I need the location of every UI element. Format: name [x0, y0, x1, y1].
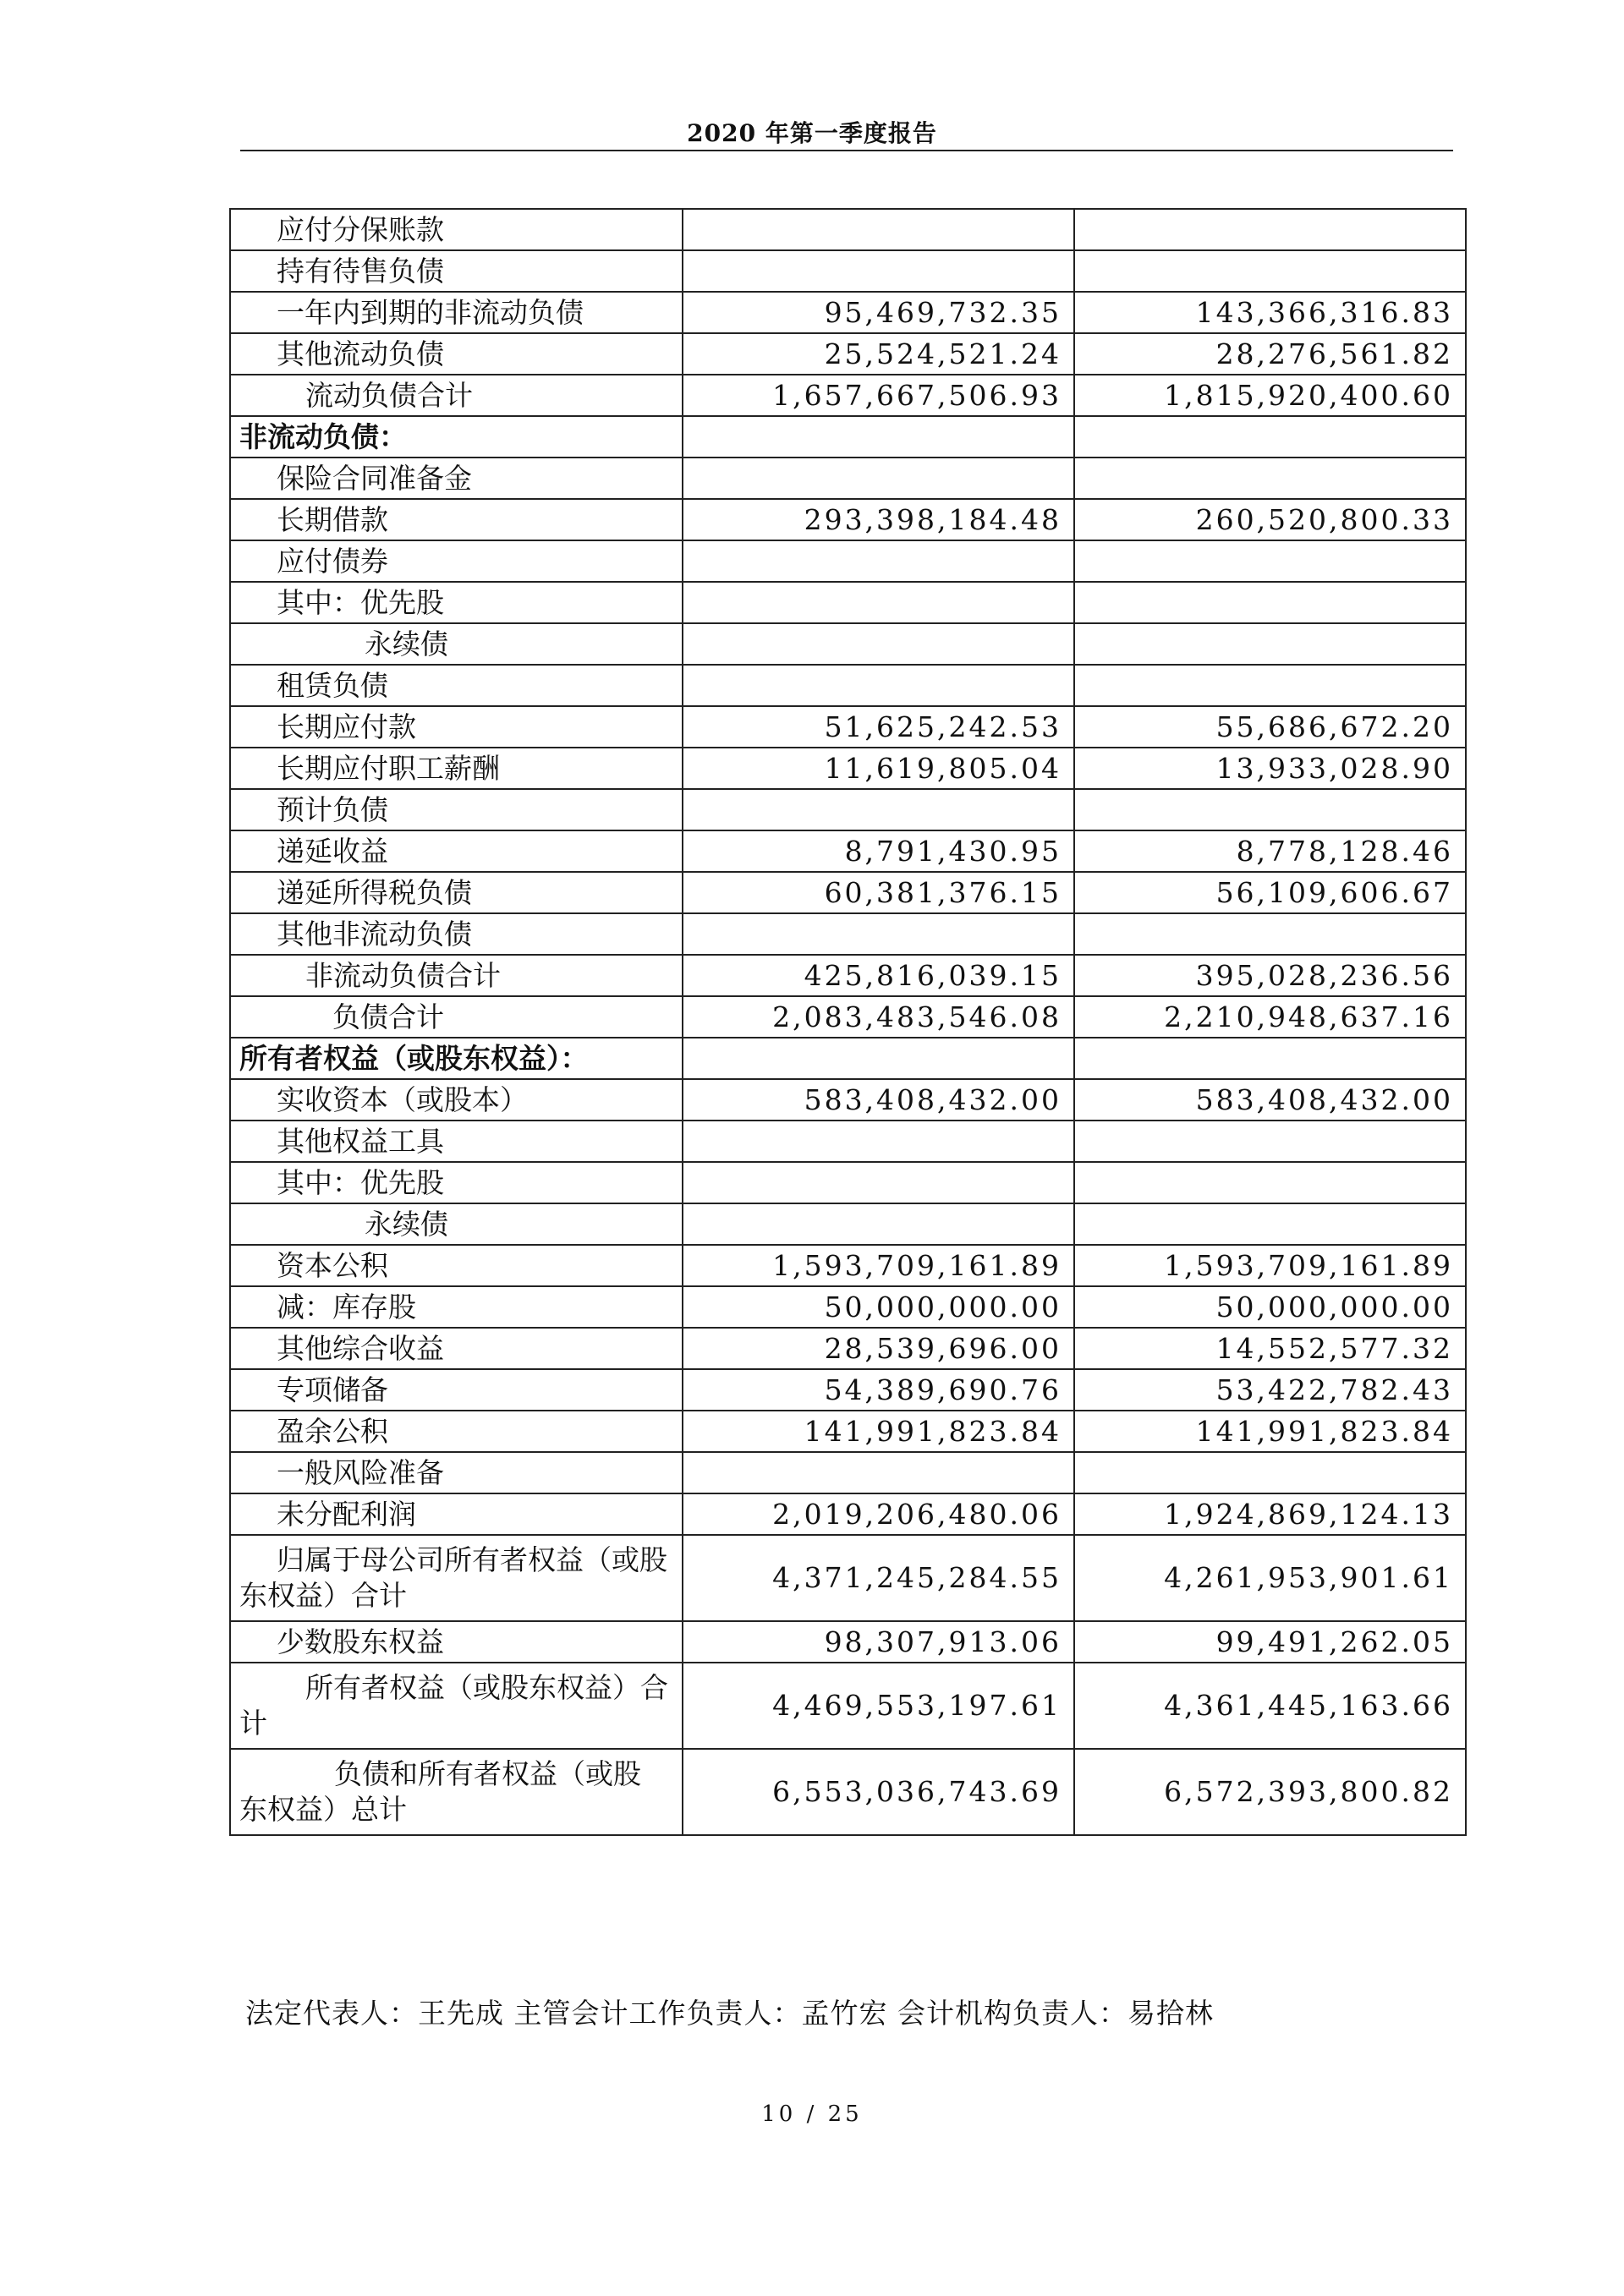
- prior-value: [1074, 209, 1466, 250]
- row-label: 一年内到期的非流动负债: [230, 292, 683, 333]
- prior-value: [1074, 913, 1466, 955]
- table-row: [230, 1203, 1466, 1245]
- prior-value: [1074, 665, 1466, 706]
- row-label: 应付债券: [230, 540, 683, 582]
- row-label: 预计负债: [230, 789, 683, 830]
- table-row: [230, 706, 1466, 748]
- prior-value: 260,520,800.33: [1074, 499, 1466, 540]
- row-label: 租赁负债: [230, 665, 683, 706]
- prior-value: 6,572,393,800.82: [1074, 1749, 1466, 1835]
- current-value: 4,371,245,284.55: [683, 1535, 1074, 1621]
- prior-value: 141,991,823.84: [1074, 1411, 1466, 1452]
- row-label: 应付分保账款: [230, 209, 683, 250]
- row-label: 所有者权益（或股东权益）：: [230, 1038, 683, 1079]
- table-row: [230, 1121, 1466, 1162]
- prior-value: 99,491,262.05: [1074, 1621, 1466, 1663]
- row-label: 负债和所有者权益（或股东权益）总计: [230, 1749, 683, 1835]
- table-row: [230, 333, 1466, 375]
- prior-value: 1,924,869,124.13: [1074, 1493, 1466, 1535]
- current-value: [683, 789, 1074, 830]
- table-row: [230, 540, 1466, 582]
- prior-value: [1074, 416, 1466, 458]
- prior-value: 4,261,953,901.61: [1074, 1535, 1466, 1621]
- current-value: 25,524,521.24: [683, 333, 1074, 375]
- row-label: 资本公积: [230, 1245, 683, 1286]
- current-value: [683, 1162, 1074, 1203]
- current-value: [683, 913, 1074, 955]
- prior-value: [1074, 582, 1466, 623]
- prior-value: [1074, 458, 1466, 499]
- current-value: 51,625,242.53: [683, 706, 1074, 748]
- row-label: 专项储备: [230, 1369, 683, 1411]
- row-label: 长期应付职工薪酬: [230, 748, 683, 789]
- current-value: [683, 1203, 1074, 1245]
- prior-value: [1074, 1162, 1466, 1203]
- table-row: [230, 623, 1466, 665]
- current-value: [683, 1452, 1074, 1493]
- current-value: 1,593,709,161.89: [683, 1245, 1074, 1286]
- table-row: [230, 375, 1466, 416]
- row-label: 少数股东权益: [230, 1621, 683, 1663]
- table-row: [230, 1286, 1466, 1328]
- table-row: [230, 872, 1466, 913]
- table-row: [230, 1245, 1466, 1286]
- table-row: [230, 582, 1466, 623]
- row-label: 递延所得税负债: [230, 872, 683, 913]
- current-value: 141,991,823.84: [683, 1411, 1074, 1452]
- subtotal-row: [230, 955, 1466, 996]
- table-row: [230, 1369, 1466, 1411]
- table-row: [230, 292, 1466, 333]
- prior-value: 4,361,445,163.66: [1074, 1663, 1466, 1749]
- row-label: 其中：优先股: [230, 582, 683, 623]
- current-value: [683, 1038, 1074, 1079]
- prior-value: 395,028,236.56: [1074, 955, 1466, 996]
- current-value: 54,389,690.76: [683, 1369, 1074, 1411]
- table-row: [230, 250, 1466, 292]
- table-row: [230, 1621, 1466, 1663]
- row-label: 实收资本（或股本）: [230, 1079, 683, 1121]
- table-row: [230, 209, 1466, 250]
- current-value: 2,019,206,480.06: [683, 1493, 1074, 1535]
- row-label: 保险合同准备金: [230, 458, 683, 499]
- signatories-line: 法定代表人：王先成 主管会计工作负责人：孟竹宏 会计机构负责人：易拾林: [245, 1997, 1214, 2030]
- current-value: [683, 1121, 1074, 1162]
- total-row: [230, 996, 1466, 1038]
- table-row: [230, 1411, 1466, 1452]
- row-label: 其他权益工具: [230, 1121, 683, 1162]
- row-label: 流动负债合计: [230, 375, 683, 416]
- table-row: [230, 1452, 1466, 1493]
- prior-value: [1074, 1452, 1466, 1493]
- table-row: [230, 1493, 1466, 1535]
- current-value: 28,539,696.00: [683, 1328, 1074, 1369]
- row-label: 归属于母公司所有者权益（或股东权益）合计: [230, 1535, 683, 1621]
- row-label: 永续债: [230, 1203, 683, 1245]
- table-row: [230, 830, 1466, 872]
- prior-value: [1074, 540, 1466, 582]
- table-row: [230, 1328, 1466, 1369]
- current-value: [683, 209, 1074, 250]
- table-row: [230, 499, 1466, 540]
- current-value: 95,469,732.35: [683, 292, 1074, 333]
- balance-sheet-table: [229, 208, 1467, 1836]
- row-label: 永续债: [230, 623, 683, 665]
- current-value: 2,083,483,546.08: [683, 996, 1074, 1038]
- row-label: 长期借款: [230, 499, 683, 540]
- prior-value: 2,210,948,637.16: [1074, 996, 1466, 1038]
- current-value: 60,381,376.15: [683, 872, 1074, 913]
- current-value: [683, 665, 1074, 706]
- table-row: [230, 1162, 1466, 1203]
- prior-value: 1,815,920,400.60: [1074, 375, 1466, 416]
- header-divider: [240, 150, 1453, 151]
- row-label: 持有待售负债: [230, 250, 683, 292]
- prior-value: [1074, 250, 1466, 292]
- current-value: [683, 623, 1074, 665]
- grand-total-row: [230, 1749, 1466, 1835]
- prior-value: 143,366,316.83: [1074, 292, 1466, 333]
- row-label: 减：库存股: [230, 1286, 683, 1328]
- prior-value: [1074, 1038, 1466, 1079]
- prior-value: 50,000,000.00: [1074, 1286, 1466, 1328]
- current-value: 425,816,039.15: [683, 955, 1074, 996]
- table-row: [230, 748, 1466, 789]
- table-row: [230, 789, 1466, 830]
- row-label: 其他综合收益: [230, 1328, 683, 1369]
- current-value: [683, 416, 1074, 458]
- prior-value: 8,778,128.46: [1074, 830, 1466, 872]
- current-value: 11,619,805.04: [683, 748, 1074, 789]
- table-row: [230, 665, 1466, 706]
- current-value: 583,408,432.00: [683, 1079, 1074, 1121]
- row-label: 其他流动负债: [230, 333, 683, 375]
- prior-value: 53,422,782.43: [1074, 1369, 1466, 1411]
- subtotal-row: [230, 1663, 1466, 1749]
- prior-value: [1074, 1203, 1466, 1245]
- table-row: [230, 1079, 1466, 1121]
- prior-value: 583,408,432.00: [1074, 1079, 1466, 1121]
- current-value: [683, 458, 1074, 499]
- table-row: [230, 458, 1466, 499]
- row-label: 盈余公积: [230, 1411, 683, 1452]
- current-value: 4,469,553,197.61: [683, 1663, 1074, 1749]
- row-label: 所有者权益（或股东权益）合计: [230, 1663, 683, 1749]
- current-value: 98,307,913.06: [683, 1621, 1074, 1663]
- row-label: 非流动负债合计: [230, 955, 683, 996]
- current-value: [683, 250, 1074, 292]
- prior-value: 56,109,606.67: [1074, 872, 1466, 913]
- row-label: 一般风险准备: [230, 1452, 683, 1493]
- row-label: 负债合计: [230, 996, 683, 1038]
- row-label: 其中：优先股: [230, 1162, 683, 1203]
- subtotal-row: [230, 1535, 1466, 1621]
- current-value: 293,398,184.48: [683, 499, 1074, 540]
- current-value: 50,000,000.00: [683, 1286, 1074, 1328]
- row-label: 非流动负债：: [230, 416, 683, 458]
- row-label: 未分配利润: [230, 1493, 683, 1535]
- row-label: 递延收益: [230, 830, 683, 872]
- prior-value: 1,593,709,161.89: [1074, 1245, 1466, 1286]
- prior-value: 28,276,561.82: [1074, 333, 1466, 375]
- prior-value: [1074, 623, 1466, 665]
- section-header-row: [230, 1038, 1466, 1079]
- current-value: 1,657,667,506.93: [683, 375, 1074, 416]
- section-header-row: [230, 416, 1466, 458]
- prior-value: 13,933,028.90: [1074, 748, 1466, 789]
- prior-value: 55,686,672.20: [1074, 706, 1466, 748]
- row-label: 其他非流动负债: [230, 913, 683, 955]
- table-row: [230, 913, 1466, 955]
- row-label: 长期应付款: [230, 706, 683, 748]
- report-title: 2020 年第一季度报告: [687, 119, 937, 147]
- page-number: 10 / 25: [761, 2101, 863, 2127]
- prior-value: [1074, 789, 1466, 830]
- current-value: [683, 582, 1074, 623]
- current-value: 8,791,430.95: [683, 830, 1074, 872]
- prior-value: 14,552,577.32: [1074, 1328, 1466, 1369]
- current-value: [683, 540, 1074, 582]
- current-value: 6,553,036,743.69: [683, 1749, 1074, 1835]
- prior-value: [1074, 1121, 1466, 1162]
